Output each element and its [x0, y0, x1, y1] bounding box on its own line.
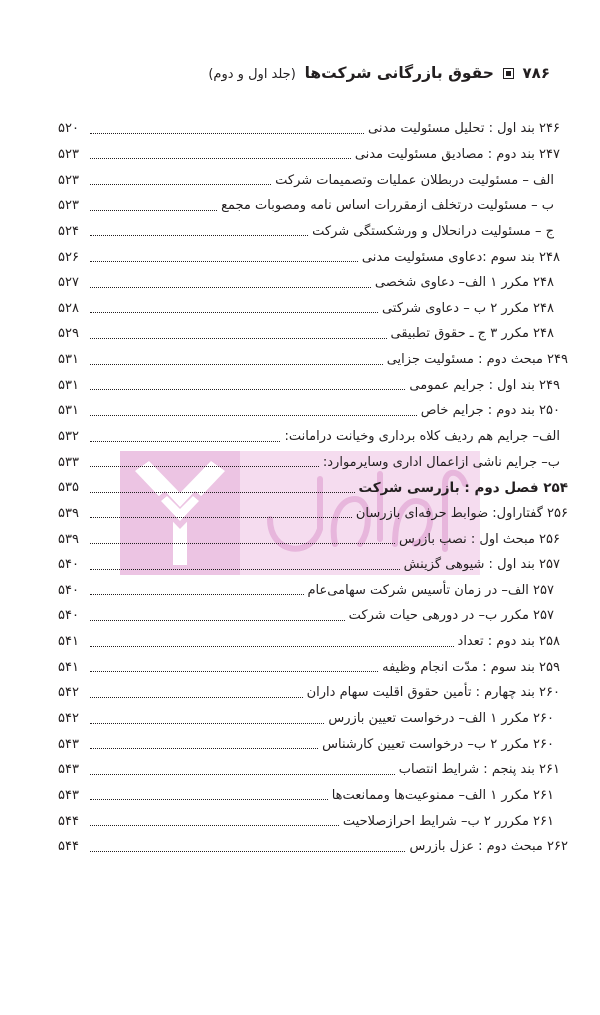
toc-page-number: ۵۴۱ — [58, 659, 79, 675]
toc-entry[interactable] — [58, 757, 568, 783]
dot-leader — [90, 824, 339, 826]
toc-page-number: ۵۳۱ — [58, 352, 79, 368]
toc-page-number: ۵۳۵ — [58, 480, 79, 496]
toc-page-number: ۵۲۳ — [58, 146, 79, 162]
toc-entry[interactable] — [58, 578, 568, 604]
dot-leader — [90, 593, 304, 595]
toc-page-number: ۵۲۳ — [58, 172, 79, 188]
toc-page-number: ۵۳۱ — [58, 403, 79, 419]
dot-leader — [90, 414, 417, 416]
dot-leader — [90, 798, 328, 800]
toc-page-number: ۵۴۰ — [58, 557, 79, 573]
toc-entry[interactable] — [58, 398, 568, 424]
toc-page-number: ۵۲۹ — [58, 326, 79, 342]
toc-entry-title: ۲۴۹ مبحث دوم : مسئولیت جزایی — [386, 352, 568, 368]
toc-page-number: ۵۴۲ — [58, 711, 79, 727]
toc-entry[interactable] — [58, 270, 568, 296]
toc-entry[interactable] — [58, 219, 568, 245]
dot-leader — [90, 516, 352, 518]
dot-leader — [90, 363, 383, 365]
toc-entry[interactable] — [58, 680, 568, 706]
square-bullet-icon — [503, 68, 514, 79]
toc-entry-chapter[interactable] — [58, 475, 568, 501]
toc-entry[interactable] — [58, 654, 568, 680]
toc-page-number: ۵۲۷ — [58, 275, 79, 291]
toc-entry-title: ۲۴۸ بند سوم :دعاوی مسئولیت مدنی — [361, 249, 560, 265]
toc-entry[interactable] — [58, 808, 568, 834]
toc-entry[interactable] — [58, 321, 568, 347]
toc-page-number: ۵۲۳ — [58, 198, 79, 214]
toc-page-number: ۵۴۳ — [58, 787, 79, 803]
dot-leader — [90, 183, 271, 185]
toc-entry[interactable] — [58, 449, 568, 475]
toc-entry[interactable] — [58, 706, 568, 732]
toc-page-number: ۵۳۹ — [58, 505, 79, 521]
toc-page-number: ۵۳۳ — [58, 454, 79, 470]
toc-entry-title: ۲۵۰ بند دوم : جرایم خاص — [420, 403, 560, 419]
dot-leader — [90, 440, 280, 442]
dot-leader — [90, 286, 371, 288]
toc-entry-title: ج – مسئولیت درانحلال و ورشکستگی شرکت — [312, 223, 554, 239]
toc-entry[interactable] — [58, 372, 568, 398]
toc-page-number: ۵۳۲ — [58, 429, 79, 444]
toc-entry-title: الف– جرایم هم ردیف کلاه برداری وخیانت درامانت: — [284, 429, 560, 444]
toc-entry[interactable] — [58, 501, 568, 527]
toc-entry[interactable] — [58, 295, 568, 321]
toc-entry-title: ۲۵۴ فصل دوم : بازرسی شرکت — [358, 479, 568, 496]
toc-entry[interactable] — [58, 603, 568, 629]
toc-page-number: ۵۴۱ — [58, 634, 79, 650]
book-subtitle: (جلد اول و دوم) — [208, 67, 296, 82]
toc-page-number: ۵۲۴ — [58, 223, 79, 239]
dot-leader — [90, 747, 318, 749]
dot-leader — [90, 157, 351, 159]
toc-entry[interactable] — [58, 116, 568, 142]
toc-entry-title: ۲۶۱ مکررر ۲ ب– شرایط احرازصلاحیت — [342, 813, 554, 829]
toc-entry-title: ۲۵۶ مبحث اول : نصب بازرس — [398, 531, 560, 547]
dot-leader — [90, 234, 308, 236]
toc-entry-title: ۲۶۰ مکرر ۲ ب– درخواست تعیین کارشناس — [322, 736, 554, 752]
toc-entry-title: ۲۴۸ مکرر ۲ ب – دعاوی شرکتی — [381, 300, 554, 316]
toc-page-number: ۵۳۹ — [58, 531, 79, 547]
toc-page-number: ۵۲۶ — [58, 249, 79, 265]
toc-page-number: ۵۴۳ — [58, 762, 79, 778]
toc-entry-title: ۲۶۰ بند چهارم : تأمین حقوق اقلیت سهام داران — [306, 685, 560, 701]
dot-leader — [90, 722, 324, 724]
toc-entry[interactable] — [58, 142, 568, 168]
dot-leader — [90, 465, 319, 467]
dot-leader — [90, 542, 395, 544]
toc-page-number: ۵۲۸ — [58, 300, 79, 316]
toc-entry[interactable] — [58, 783, 568, 809]
page-number: ۷۸۶ — [522, 64, 550, 82]
dot-leader — [90, 568, 400, 570]
toc-entry-title: ۲۵۷ الف– در زمان تأسیس شرکت سهامی‌عام — [307, 582, 554, 598]
toc-entry-title: ۲۵۷ مکرر ب– در دورهی حیات شرکت — [348, 608, 554, 624]
toc-entry[interactable] — [58, 193, 568, 219]
dot-leader — [90, 696, 303, 698]
toc-entry-title: ۲۵۸ بند دوم : تعداد — [457, 634, 560, 650]
toc-entry-title: الف – مسئولیت دربطلان عملیات وتصمیمات شرکت — [275, 172, 554, 188]
dot-leader — [90, 619, 345, 621]
book-title: حقوق بازرگانی شرکت‌ها — [304, 64, 494, 82]
dot-leader — [90, 773, 395, 775]
toc-entry-title: ۲۶۱ بند پنجم : شرایط انتصاب — [398, 762, 560, 778]
toc-entry[interactable] — [58, 629, 568, 655]
toc-page-number: ۵۴۴ — [58, 839, 79, 855]
dot-leader — [90, 670, 378, 672]
toc-page-number: ۵۴۲ — [58, 685, 79, 701]
toc-entry-title: ۲۴۸ مکرر ۳ ج ـ حقوق تطبیقی — [390, 326, 554, 342]
dot-leader — [90, 388, 405, 390]
toc-entry[interactable] — [58, 552, 568, 578]
dot-leader — [90, 337, 387, 339]
toc-entry-title: ۲۵۷ بند اول : شیوهی گزینش — [403, 557, 560, 573]
toc-page-number: ۵۴۳ — [58, 736, 79, 752]
toc-entry[interactable] — [58, 347, 568, 373]
toc-page-number: ۵۴۴ — [58, 813, 79, 829]
toc-entry-title: ۲۴۹ بند اول : جرایم عمومی — [409, 377, 560, 393]
toc-entry-title: ۲۶۰ مکرر ۱ الف– درخواست تعیین بازرس — [328, 711, 554, 727]
dot-leader — [90, 209, 217, 211]
toc-entry[interactable] — [58, 167, 568, 193]
toc-entry[interactable] — [58, 834, 568, 860]
toc-entry[interactable] — [58, 731, 568, 757]
toc-entry[interactable] — [58, 244, 568, 270]
toc-entry[interactable] — [58, 526, 568, 552]
toc-entry-title: ۲۴۸ مکرر ۱ الف– دعاوی شخصی — [374, 275, 554, 291]
dot-leader — [90, 850, 405, 852]
dot-leader — [90, 260, 358, 262]
page-header — [50, 64, 550, 82]
toc-page-number: ۵۴۰ — [58, 608, 79, 624]
toc-entry-title: ۲۴۷ بند دوم : مصادیق مسئولیت مدنی — [354, 146, 560, 162]
toc-entry-title: ۲۶۱ مکرر ۱ الف– ممنوعیت‌ها وممانعت‌ها — [331, 787, 554, 803]
dot-leader — [90, 645, 454, 647]
toc-entry-title: ۲۵۹ بند سوم : مدّت انجام وظیفه — [382, 659, 560, 675]
dot-leader — [90, 491, 355, 493]
toc-entry-title: ۲۴۶ بند اول : تحلیل مسئولیت مدنی — [368, 121, 560, 137]
dot-leader — [90, 311, 378, 313]
toc-page-number: ۵۲۰ — [58, 121, 79, 137]
toc-entry-title: ب– جرایم ناشی ازاعمال اداری وسایرموارد: — [322, 454, 560, 470]
toc-entry-title: ۲۵۶ گفتاراول: ضوابط حرفه‌ای بازرسان — [355, 505, 568, 521]
dot-leader — [90, 132, 364, 134]
toc-page-number: ۵۳۱ — [58, 377, 79, 393]
toc-entry-title: ۲۶۲ مبحث دوم : عزل بازرس — [409, 839, 568, 855]
toc-entry-title: ب – مسئولیت درتخلف ازمقررات اساس نامه ومصوبات مجمع — [221, 198, 554, 214]
table-of-contents — [58, 116, 568, 860]
toc-page-number: ۵۴۰ — [58, 582, 79, 598]
toc-entry[interactable] — [58, 424, 568, 450]
